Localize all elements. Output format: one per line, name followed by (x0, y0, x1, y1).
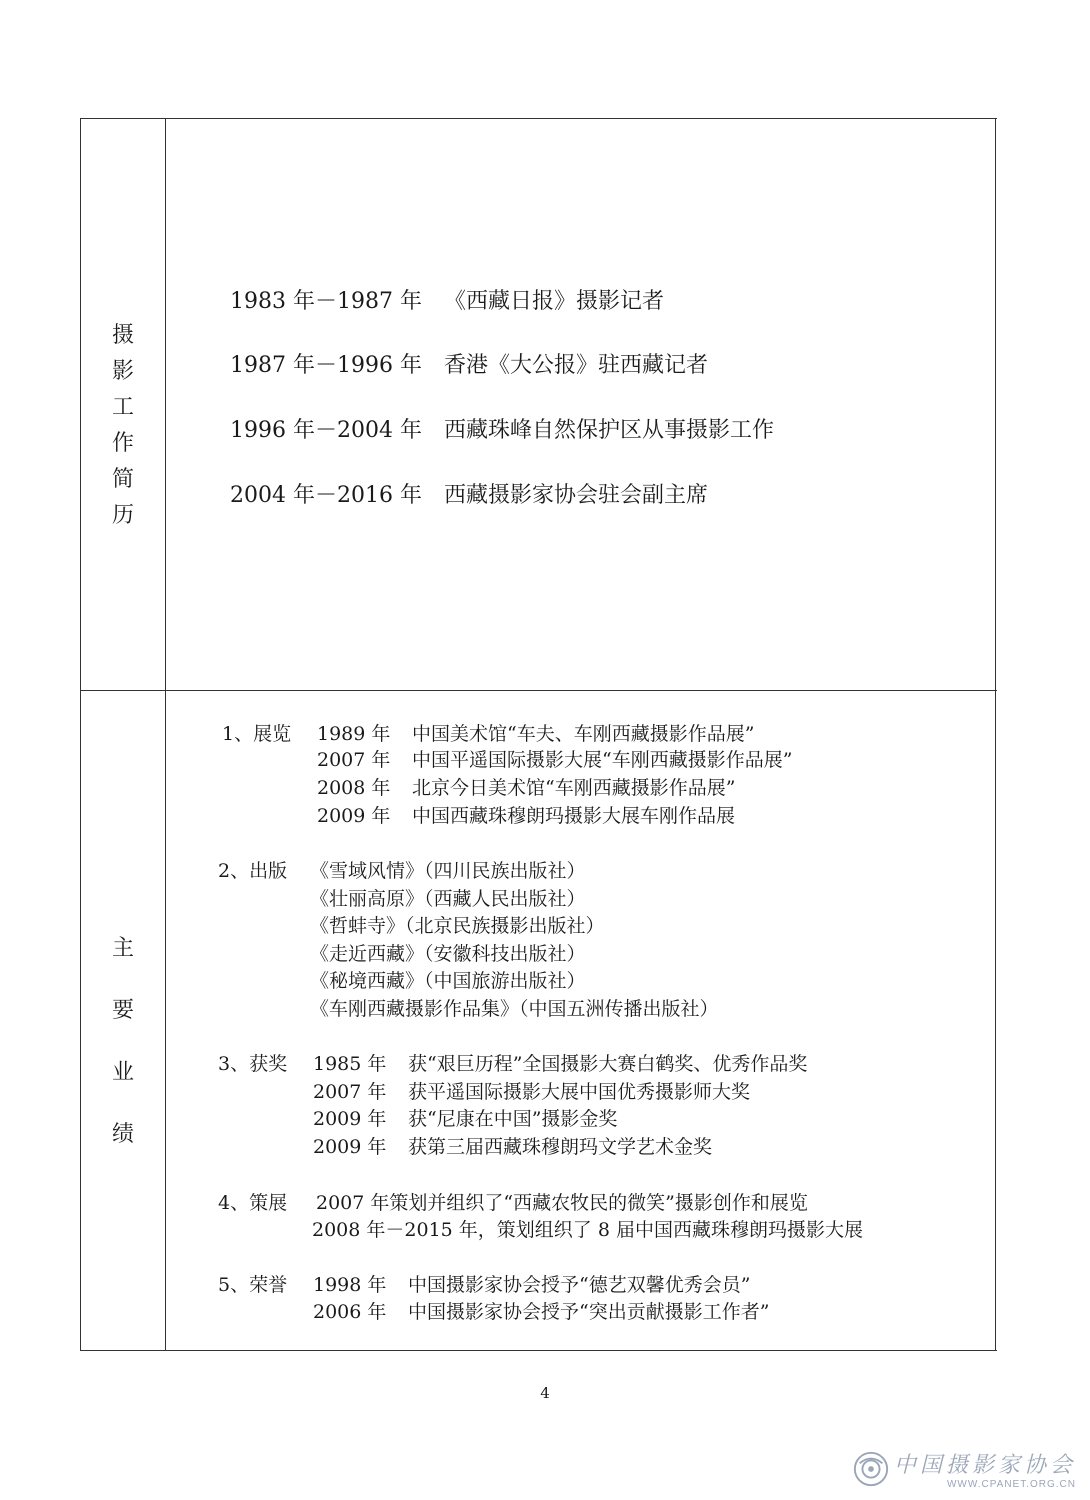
award-year: 1985 年 (313, 1053, 387, 1075)
exhibition-text: 中国西藏珠穆朗玛摄影大展车刚作品展 (412, 805, 736, 827)
exhibitions-label: 1、展览 (222, 723, 292, 745)
work-desc: 《西藏日报》摄影记者 (444, 289, 665, 314)
work-years: 1996 年－2004 年 (230, 418, 422, 443)
work-history-label-char: 摄 (111, 323, 134, 348)
honor-year: 1998 年 (313, 1274, 387, 1296)
exhibition-year: 2007 年 (317, 749, 391, 771)
work-history-item (230, 413, 774, 444)
award-item (313, 1132, 712, 1159)
table-row-divider (80, 690, 997, 691)
achievements-label-char: 主 (111, 936, 134, 961)
watermark-cn: 中国摄影家协会 (893, 1453, 1076, 1478)
table-column-divider (165, 118, 166, 1351)
exhibition-item (317, 773, 735, 800)
exhibition-item (317, 719, 754, 746)
work-history-label (83, 325, 163, 541)
table-left-border (80, 118, 81, 1351)
exhibition-item (317, 745, 792, 772)
achievements-label-char: 要 (111, 998, 134, 1023)
award-text: 获平遥国际摄影大展中国优秀摄影师大奖 (408, 1081, 751, 1103)
curation-label: 4、策展 (218, 1192, 288, 1214)
award-year: 2007 年 (313, 1081, 387, 1103)
work-years: 2004 年－2016 年 (230, 483, 422, 508)
award-text: 获“艰巨历程”全国摄影大赛白鹤奖、优秀作品奖 (408, 1053, 808, 1075)
awards-label: 3、获奖 (218, 1053, 288, 1075)
award-year: 2009 年 (313, 1136, 387, 1158)
table-bottom-border (80, 1350, 997, 1351)
exhibition-year: 2009 年 (317, 805, 391, 827)
work-years: 1987 年－1996 年 (230, 353, 422, 378)
table-right-border (995, 118, 996, 1351)
curation-item: 2007 年策划并组织了“西藏农牧民的微笑”摄影创作和展览 (316, 1192, 808, 1214)
exhibition-item (317, 801, 735, 828)
honor-item (313, 1297, 769, 1324)
award-item (313, 1104, 617, 1131)
work-years: 1983 年－1987 年 (230, 289, 422, 314)
achievements-label-char: 绩 (111, 1122, 134, 1147)
honor-text: 中国摄影家协会授予“突出贡献摄影工作者” (408, 1301, 770, 1323)
curation-item: 2008 年－2015 年，策划组织了 8 届中国西藏珠穆朗玛摄影大展 (312, 1219, 863, 1241)
work-history-label-char: 影 (111, 359, 134, 384)
work-history-item (230, 284, 664, 315)
achievements-label-char: 业 (111, 1060, 134, 1085)
publication-item: 《壮丽高原》（西藏人民出版社） (310, 888, 586, 910)
work-history-item (230, 348, 708, 379)
publication-item: 《车刚西藏摄影作品集》（中国五洲传播出版社） (310, 998, 719, 1020)
table-top-border (80, 118, 997, 119)
work-desc: 西藏珠峰自然保护区从事摄影工作 (444, 418, 775, 443)
work-history-label-char: 简 (111, 467, 134, 492)
publications-label: 2、出版 (218, 860, 288, 882)
watermark-en: WWW.CPANET.ORG.CN (946, 1479, 1076, 1490)
watermark (852, 1448, 1076, 1490)
exhibition-text: 中国平遥国际摄影大展“车刚西藏摄影作品展” (412, 749, 793, 771)
honor-item (313, 1270, 750, 1297)
page-number: 4 (540, 1384, 550, 1402)
achievements-label (83, 938, 163, 1186)
publication-item: 《走近西藏》（安徽科技出版社） (310, 943, 586, 965)
work-desc: 西藏摄影家协会驻会副主席 (444, 483, 709, 508)
exhibition-year: 2008 年 (317, 777, 391, 799)
work-history-item (230, 478, 708, 509)
award-text: 获第三届西藏珠穆朗玛文学艺术金奖 (408, 1136, 713, 1158)
award-year: 2009 年 (313, 1108, 387, 1130)
award-text: 获“尼康在中国”摄影金奖 (408, 1108, 618, 1130)
camera-logo-icon (852, 1450, 890, 1488)
award-item (313, 1077, 750, 1104)
work-desc: 香港《大公报》驻西藏记者 (444, 353, 709, 378)
exhibition-year: 1989 年 (317, 723, 391, 745)
publication-item: 《雪域风情》（四川民族出版社） (310, 860, 586, 882)
honor-year: 2006 年 (313, 1301, 387, 1323)
exhibition-text: 中国美术馆“车夫、车刚西藏摄影作品展” (412, 723, 755, 745)
honor-text: 中国摄影家协会授予“德艺双馨优秀会员” (408, 1274, 751, 1296)
work-history-label-char: 作 (111, 431, 134, 456)
publication-item: 《秘境西藏》（中国旅游出版社） (310, 970, 586, 992)
exhibition-text: 北京今日美术馆“车刚西藏摄影作品展” (412, 777, 736, 799)
work-history-label-char: 历 (111, 503, 134, 528)
publication-item: 《哲蚌寺》（北京民族摄影出版社） (310, 915, 605, 937)
work-history-label-char: 工 (111, 395, 134, 420)
award-item (313, 1049, 807, 1076)
honors-label: 5、荣誉 (218, 1274, 288, 1296)
